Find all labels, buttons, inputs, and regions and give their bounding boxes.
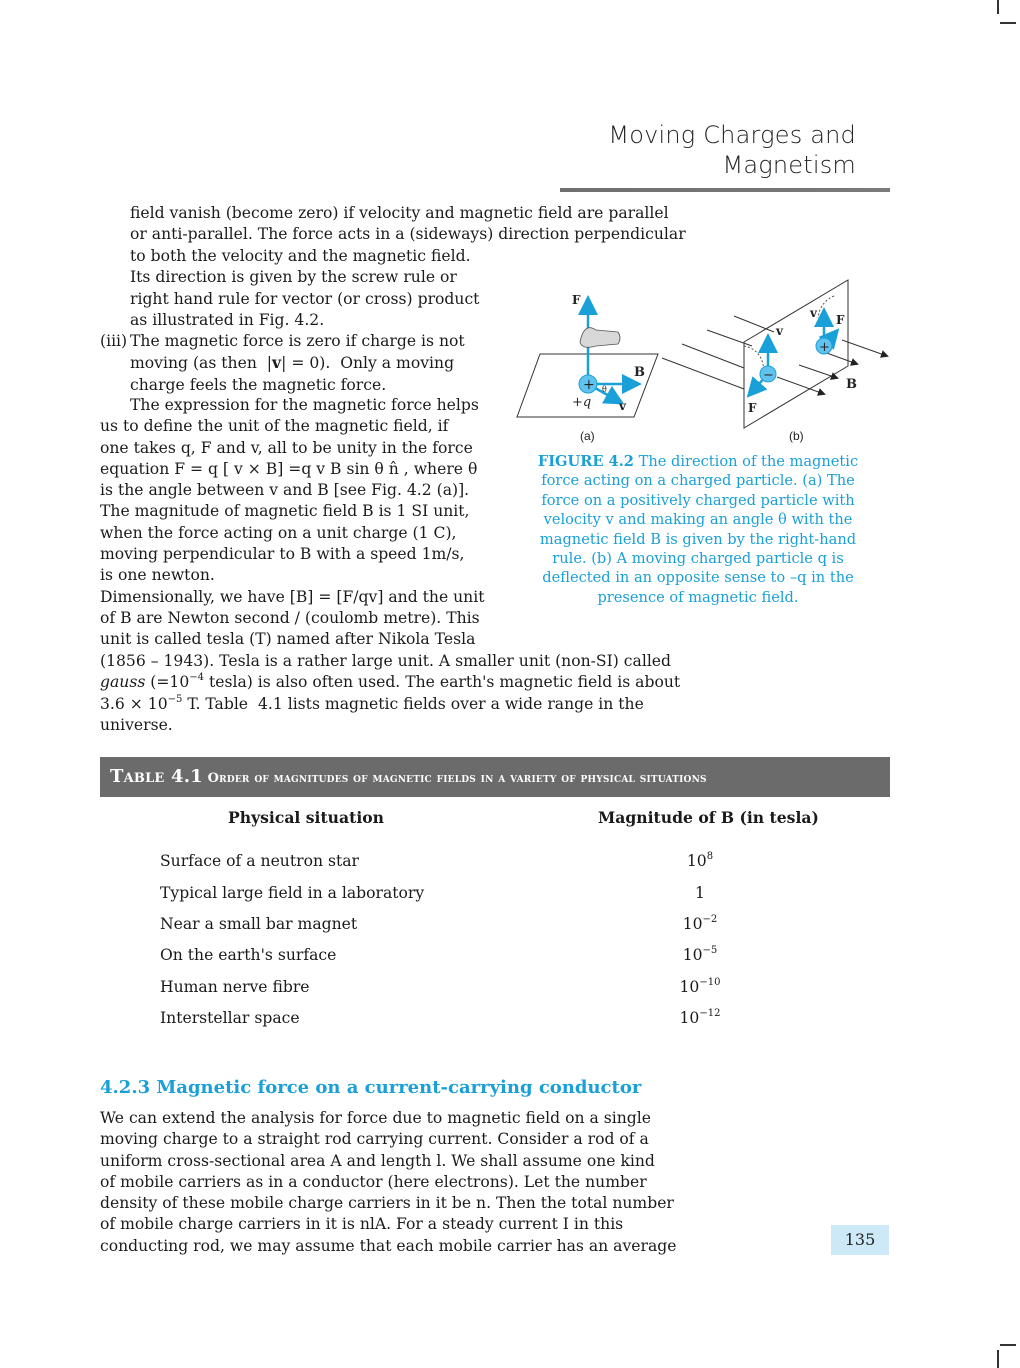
text-line: right hand rule for vector (or cross) product <box>130 289 480 308</box>
table-cell-situation: Human nerve fibre <box>160 978 310 996</box>
page-number: 135 <box>831 1225 889 1255</box>
text-line: moving perpendicular to B with a speed 1m/s, <box>100 545 465 564</box>
svg-text:v: v <box>776 324 783 338</box>
figure-caption-label: FIGURE 4.2 <box>537 453 634 470</box>
table-cell-magnitude: 1 <box>695 884 705 902</box>
table-cell-situation: Typical large field in a laboratory <box>160 884 425 902</box>
svg-text:v: v <box>810 306 817 320</box>
text-line: Its direction is given by the screw rule or <box>130 268 457 287</box>
text-line: is the angle between v and B [see Fig. 4.2 (a)]. <box>100 481 470 500</box>
text-line: one takes q, F and v, all to be unity in the force <box>100 438 473 457</box>
svg-text:(a): (a) <box>580 429 595 443</box>
text-line: conducting rod, we may assume that each mobile carrier has an average <box>100 1236 677 1255</box>
hand-icon <box>580 328 620 348</box>
text-line: when the force acting on a unit charge (1 C), <box>100 523 457 542</box>
table-cell-situation: On the earth's surface <box>160 946 337 964</box>
table-header-situation: Physical situation <box>228 808 384 827</box>
table-cell-situation: Interstellar space <box>160 1009 300 1027</box>
svg-text:B: B <box>846 377 857 392</box>
text-line: of B are Newton second / (coulomb metre). This <box>100 608 480 627</box>
section-paragraph <box>100 1108 700 1257</box>
table-header-magnitude: Magnitude of B (in tesla) <box>598 808 819 827</box>
table-cell-situation: Near a small bar magnet <box>160 915 358 933</box>
table-title-banner <box>100 757 890 797</box>
text-line: moving (as then |v| = 0). Only a moving <box>130 353 455 373</box>
svg-text:F: F <box>748 401 757 415</box>
svg-text:F: F <box>836 313 845 327</box>
text-line: is one newton. <box>100 566 215 585</box>
text-line: of mobile carriers as in a conductor (here electrons). Let the number <box>100 1172 647 1191</box>
text-line: us to define the unit of the magnetic field, if <box>100 417 449 436</box>
figure-caption <box>522 452 874 607</box>
table-cell-magnitude: $10^{-12}$ <box>679 1008 721 1027</box>
svg-text:(b): (b) <box>789 429 804 443</box>
section-heading: 4.2.3 Magnetic force on a current-carrying conductor <box>100 1077 642 1098</box>
crop-mark-top-vertical <box>997 0 999 14</box>
text-line: The magnitude of magnetic field B is 1 SI unit, <box>100 502 470 521</box>
table-cell-magnitude: $10^{-5}$ <box>682 945 718 964</box>
chapter-title-line2: Magnetism <box>722 151 856 179</box>
text-line: field vanish (become zero) if velocity and magnetic field are parallel <box>130 204 669 222</box>
table-cell-magnitude: $10^{-10}$ <box>679 977 721 996</box>
body-paragraph-unit <box>100 395 488 651</box>
svg-text:F: F <box>572 293 581 307</box>
svg-text:θ: θ <box>602 385 607 394</box>
header-rule <box>560 188 890 192</box>
crop-mark-bottom-vertical <box>997 1350 999 1368</box>
body-paragraph-tesla <box>100 651 700 736</box>
text-line: of mobile charge carriers in it is nlA. For a steady current I in this <box>100 1215 624 1234</box>
crop-mark-top-horizontal <box>1000 22 1016 24</box>
svg-text:B: B <box>634 365 645 380</box>
table-number: Table 4.1 <box>110 766 203 787</box>
equation-line: equation F = q [ v × B] =q v B sin θ n̂ , where θ <box>100 459 478 478</box>
svg-text:v: v <box>619 399 626 413</box>
text-line: to both the velocity and the magnetic field. <box>130 247 471 265</box>
text-line: Dimensionally, we have [B] = [F/qv] and the unit <box>100 587 485 606</box>
text-line: charge feels the magnetic force. <box>130 375 387 394</box>
chapter-title-line1: Moving Charges and <box>608 121 856 149</box>
table-cell-magnitude: $10^{-2}$ <box>682 914 718 933</box>
list-item-iii <box>100 331 500 396</box>
text-line: The magnetic force is zero if charge is not <box>130 332 465 350</box>
list-marker: (iii) <box>100 332 128 350</box>
body-paragraph-top <box>130 203 700 246</box>
magnetic-force-diagram <box>512 272 897 447</box>
text-line: We can extend the analysis for force due to magnetic field on a single <box>100 1109 651 1127</box>
text-line: The expression for the magnetic force helps <box>130 396 479 414</box>
svg-text:+: + <box>583 377 595 393</box>
text-line: $3.6 \times 10^{-5}$ T. Table 4.1 lists magnetic fields over a wide range in the <box>100 693 644 713</box>
crop-mark-bottom-horizontal <box>1000 1344 1016 1346</box>
figure-caption-text: The direction of the magnetic force acting on a charged particle. (a) The force on a positively charged particle with velocity v and making an angle θ with the magnetic field B is given by the right-hand rule. (b) A moving charged particle q is deflected in an opposite sense to –q in the presence of magnetic field. <box>539 453 859 606</box>
table-title: Order of magnitudes of magnetic fields in a variety of physical situations <box>207 771 707 786</box>
figure-4-2 <box>512 272 897 447</box>
table-cell-situation: Surface of a neutron star <box>160 852 359 870</box>
svg-text:+q: +q <box>572 395 592 410</box>
text-line: universe. <box>100 715 173 734</box>
text-line: density of these mobile charge carriers in it be n. Then the total number <box>100 1194 674 1213</box>
chapter-title <box>560 120 856 180</box>
text-line: or anti-parallel. The force acts in a (sideways) direction perpendicular <box>130 225 686 244</box>
text-line: moving charge to a straight rod carrying current. Consider a rod of a <box>100 1130 649 1149</box>
text-line: uniform cross-sectional area A and length l. We shall assume one kind <box>100 1151 655 1170</box>
svg-text:−: − <box>763 368 774 383</box>
text-line: as illustrated in Fig. 4.2. <box>130 310 325 329</box>
body-paragraph-top-narrow <box>130 246 490 331</box>
text-line: (1856 – 1943). Tesla is a rather large unit. A smaller unit (non-SI) called <box>100 652 672 670</box>
svg-text:+: + <box>819 340 830 355</box>
text-line: gauss ($=10^{-4}$ tesla) is also often used. The earth's magnetic field is about <box>100 672 681 692</box>
table-cell-magnitude: $10^8$ <box>686 851 714 870</box>
text-line: unit is called tesla (T) named after Nikola Tesla <box>100 630 476 649</box>
